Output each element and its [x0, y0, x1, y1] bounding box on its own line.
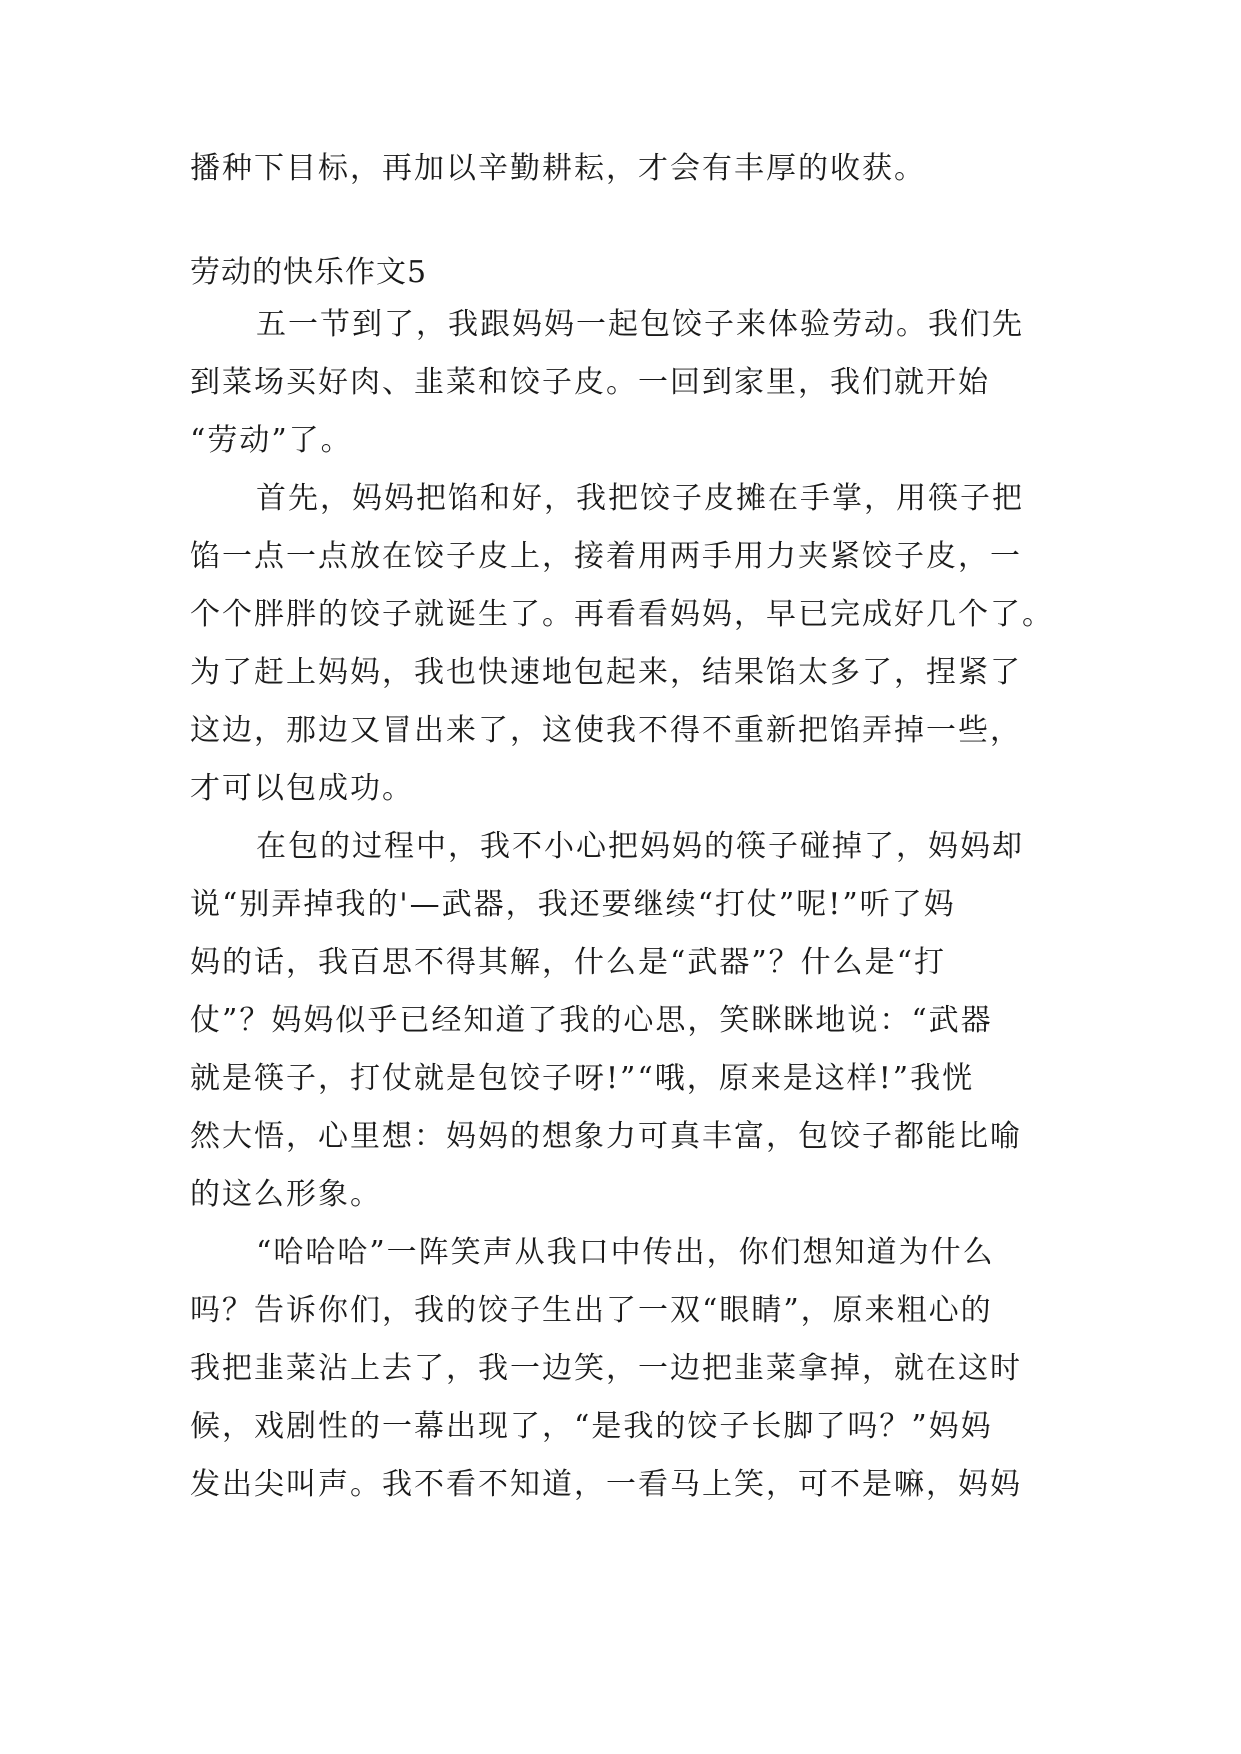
previous-paragraph: [190, 140, 1060, 198]
section-title: [190, 244, 1060, 302]
paragraph-line: 在包的过程中，我不小心把妈妈的筷子碰掉了，妈妈却: [256, 829, 1024, 864]
paragraph-2: [190, 470, 1060, 818]
paragraph-line: 五一节到了，我跟妈妈一起包饺子来体验劳动。我们先: [256, 307, 1024, 342]
paragraph-line: 到菜场买好肉、韭菜和饺子皮。一回到家里，我们就开始: [190, 365, 990, 400]
paragraph-line: 发出尖叫声。我不看不知道，一看马上笑，可不是嘛，妈妈: [190, 1467, 1022, 1502]
paragraph-line: 候，戏剧性的一幕出现了，“是我的饺子长脚了吗？”妈妈: [190, 1409, 993, 1444]
paragraph-line: 就是筷子，打仗就是包饺子呀!”“哦，原来是这样!”我恍: [190, 1061, 975, 1096]
paragraph-line: 我把韭菜沾上去了，我一边笑，一边把韭菜拿掉，就在这时: [190, 1351, 1022, 1386]
paragraph-line: 说“别弄掉我的'—武器，我还要继续“打仗”呢!”听了妈: [190, 887, 956, 922]
paragraph-line: 的这么形象。: [190, 1177, 382, 1212]
paragraph-line: 这边，那边又冒出来了，这使我不得不重新把馅弄掉一些，: [190, 713, 1022, 748]
paragraph-line: “劳动”了。: [190, 423, 353, 458]
paragraph-line: 才可以包成功。: [190, 771, 414, 806]
paragraph-line: 仗”？妈妈似乎已经知道了我的心思，笑眯眯地说：“武器: [190, 1003, 993, 1038]
paragraph-line: 为了赶上妈妈，我也快速地包起来，结果馅太多了，捏紧了: [190, 655, 1022, 690]
paragraph-1: [190, 296, 1060, 470]
section-title-text: 劳动的快乐作文5: [190, 255, 428, 290]
paragraph-line: 妈的话，我百思不得其解，什么是“武器”？什么是“打: [190, 945, 947, 980]
paragraph-line: “哈哈哈”一阵笑声从我口中传出，你们想知道为什么: [256, 1235, 995, 1270]
paragraph-line: 吗？告诉你们，我的饺子生出了一双“眼睛”，原来粗心的: [190, 1293, 993, 1328]
paragraph-line: 然大悟，心里想：妈妈的想象力可真丰富，包饺子都能比喻: [190, 1119, 1022, 1154]
paragraph-line: 馅一点一点放在饺子皮上，接着用两手用力夹紧饺子皮，一: [190, 539, 1022, 574]
paragraph-line: 个个胖胖的饺子就诞生了。再看看妈妈，早已完成好几个了。: [190, 597, 1054, 632]
paragraph-4: [190, 1224, 1060, 1514]
paragraph-line: 首先，妈妈把馅和好，我把饺子皮摊在手掌，用筷子把: [256, 481, 1024, 516]
paragraph-3: [190, 818, 1060, 1224]
paragraph-line: 播种下目标，再加以辛勤耕耘，才会有丰厚的收获。: [190, 151, 926, 186]
